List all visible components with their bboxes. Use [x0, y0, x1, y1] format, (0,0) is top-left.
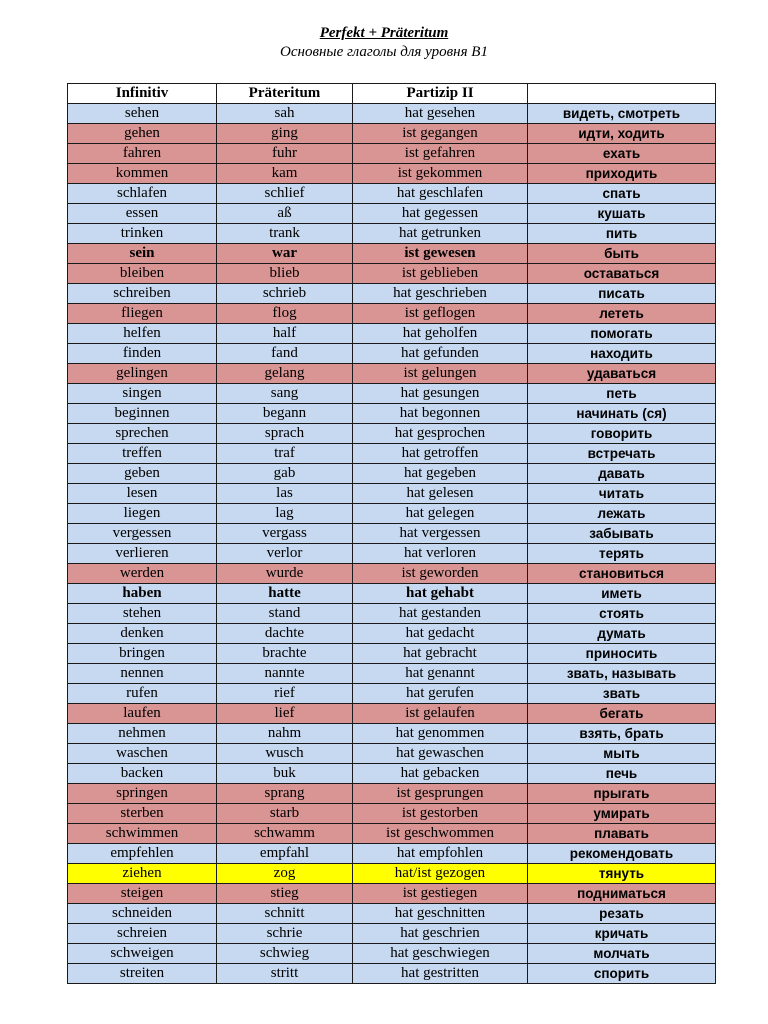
prateritum-cell: dachte — [217, 624, 353, 644]
infinitiv-cell: geben — [68, 464, 217, 484]
prateritum-cell: war — [217, 244, 353, 264]
partizip-cell: ist gesprungen — [353, 784, 528, 804]
infinitiv-cell: gelingen — [68, 364, 217, 384]
table-row — [68, 464, 716, 484]
partizip-cell: hat geschrieben — [353, 284, 528, 304]
partizip-cell: hat gesungen — [353, 384, 528, 404]
translation-cell: тянуть — [528, 864, 716, 884]
infinitiv-cell: schweigen — [68, 944, 217, 964]
prateritum-cell: begann — [217, 404, 353, 424]
partizip-cell: hat empfohlen — [353, 844, 528, 864]
partizip-cell: ist gestorben — [353, 804, 528, 824]
translation-cell: стоять — [528, 604, 716, 624]
prateritum-cell: wurde — [217, 564, 353, 584]
infinitiv-cell: laufen — [68, 704, 217, 724]
infinitiv-cell: schreien — [68, 924, 217, 944]
partizip-cell: ist geflogen — [353, 304, 528, 324]
partizip-cell: hat gehabt — [353, 584, 528, 604]
table-row — [68, 844, 716, 864]
table-row — [68, 104, 716, 124]
header-partizip: Partizip II — [353, 84, 528, 104]
table-row — [68, 764, 716, 784]
partizip-cell: ist gekommen — [353, 164, 528, 184]
partizip-cell: hat vergessen — [353, 524, 528, 544]
translation-cell: читать — [528, 484, 716, 504]
translation-cell: спорить — [528, 964, 716, 984]
partizip-cell: hat gebracht — [353, 644, 528, 664]
translation-cell: идти, ходить — [528, 124, 716, 144]
translation-cell: находить — [528, 344, 716, 364]
partizip-cell: hat gesehen — [353, 104, 528, 124]
prateritum-cell: stieg — [217, 884, 353, 904]
table-row — [68, 264, 716, 284]
partizip-cell: hat geholfen — [353, 324, 528, 344]
translation-cell: звать — [528, 684, 716, 704]
partizip-cell: hat genommen — [353, 724, 528, 744]
prateritum-cell: sang — [217, 384, 353, 404]
infinitiv-cell: finden — [68, 344, 217, 364]
translation-cell: бегать — [528, 704, 716, 724]
partizip-cell: hat geschrien — [353, 924, 528, 944]
translation-cell: лежать — [528, 504, 716, 524]
prateritum-cell: stand — [217, 604, 353, 624]
table-row — [68, 784, 716, 804]
table-row — [68, 864, 716, 884]
table-header-row — [68, 84, 716, 104]
table-body — [68, 104, 716, 984]
partizip-cell: hat gebacken — [353, 764, 528, 784]
prateritum-cell: schlief — [217, 184, 353, 204]
infinitiv-cell: schreiben — [68, 284, 217, 304]
prateritum-cell: traf — [217, 444, 353, 464]
translation-cell: мыть — [528, 744, 716, 764]
table-row — [68, 524, 716, 544]
prateritum-cell: nahm — [217, 724, 353, 744]
partizip-cell: ist gegangen — [353, 124, 528, 144]
infinitiv-cell: singen — [68, 384, 217, 404]
translation-cell: иметь — [528, 584, 716, 604]
translation-cell: плавать — [528, 824, 716, 844]
table-row — [68, 484, 716, 504]
infinitiv-cell: schlafen — [68, 184, 217, 204]
infinitiv-cell: steigen — [68, 884, 217, 904]
translation-cell: прыгать — [528, 784, 716, 804]
table-row — [68, 684, 716, 704]
translation-cell: приносить — [528, 644, 716, 664]
table-row — [68, 604, 716, 624]
page-subtitle: Основные глаголы для уровня B1 — [280, 44, 488, 60]
prateritum-cell: blieb — [217, 264, 353, 284]
table-row — [68, 544, 716, 564]
prateritum-cell: wusch — [217, 744, 353, 764]
prateritum-cell: schnitt — [217, 904, 353, 924]
partizip-cell: hat gestritten — [353, 964, 528, 984]
infinitiv-cell: nennen — [68, 664, 217, 684]
infinitiv-cell: fahren — [68, 144, 217, 164]
table-row — [68, 344, 716, 364]
prateritum-cell: nannte — [217, 664, 353, 684]
infinitiv-cell: denken — [68, 624, 217, 644]
partizip-cell: hat geschlafen — [353, 184, 528, 204]
partizip-cell: ist geblieben — [353, 264, 528, 284]
translation-cell: помогать — [528, 324, 716, 344]
table-row — [68, 244, 716, 264]
table-row — [68, 404, 716, 424]
translation-cell: звать, называть — [528, 664, 716, 684]
table-row — [68, 164, 716, 184]
table-row — [68, 184, 716, 204]
table-row — [68, 884, 716, 904]
table-row — [68, 444, 716, 464]
translation-cell: резать — [528, 904, 716, 924]
table-row — [68, 964, 716, 984]
infinitiv-cell: schneiden — [68, 904, 217, 924]
infinitiv-cell: stehen — [68, 604, 217, 624]
prateritum-cell: lag — [217, 504, 353, 524]
translation-cell: начинать (ся) — [528, 404, 716, 424]
translation-cell: забывать — [528, 524, 716, 544]
partizip-cell: ist gelaufen — [353, 704, 528, 724]
partizip-cell: hat gesprochen — [353, 424, 528, 444]
partizip-cell: ist gelungen — [353, 364, 528, 384]
table-row — [68, 804, 716, 824]
table-row — [68, 564, 716, 584]
translation-cell: кричать — [528, 924, 716, 944]
table-row — [68, 704, 716, 724]
partizip-cell: hat gestanden — [353, 604, 528, 624]
translation-cell: писать — [528, 284, 716, 304]
table-row — [68, 724, 716, 744]
partizip-cell: hat gegeben — [353, 464, 528, 484]
table-row — [68, 124, 716, 144]
prateritum-cell: schwieg — [217, 944, 353, 964]
header-prateritum: Präteritum — [217, 84, 353, 104]
table-row — [68, 224, 716, 244]
infinitiv-cell: empfehlen — [68, 844, 217, 864]
infinitiv-cell: gehen — [68, 124, 217, 144]
partizip-cell: hat gewaschen — [353, 744, 528, 764]
infinitiv-cell: haben — [68, 584, 217, 604]
table-row — [68, 364, 716, 384]
partizip-cell: hat verloren — [353, 544, 528, 564]
translation-cell: печь — [528, 764, 716, 784]
table-row — [68, 644, 716, 664]
infinitiv-cell: sterben — [68, 804, 217, 824]
infinitiv-cell: sehen — [68, 104, 217, 124]
translation-cell: говорить — [528, 424, 716, 444]
translation-cell: кушать — [528, 204, 716, 224]
table-row — [68, 824, 716, 844]
translation-cell: лететь — [528, 304, 716, 324]
partizip-cell: ist gestiegen — [353, 884, 528, 904]
prateritum-cell: buk — [217, 764, 353, 784]
infinitiv-cell: rufen — [68, 684, 217, 704]
header-translation — [528, 84, 716, 104]
prateritum-cell: hatte — [217, 584, 353, 604]
translation-cell: спать — [528, 184, 716, 204]
prateritum-cell: schrieb — [217, 284, 353, 304]
table-row — [68, 384, 716, 404]
partizip-cell: ist gefahren — [353, 144, 528, 164]
infinitiv-cell: schwimmen — [68, 824, 217, 844]
partizip-cell: hat gelesen — [353, 484, 528, 504]
translation-cell: приходить — [528, 164, 716, 184]
prateritum-cell: rief — [217, 684, 353, 704]
partizip-cell: hat gegessen — [353, 204, 528, 224]
prateritum-cell: las — [217, 484, 353, 504]
prateritum-cell: fand — [217, 344, 353, 364]
translation-cell: ехать — [528, 144, 716, 164]
translation-cell: быть — [528, 244, 716, 264]
infinitiv-cell: essen — [68, 204, 217, 224]
table-row — [68, 744, 716, 764]
prateritum-cell: ging — [217, 124, 353, 144]
header-infinitiv: Infinitiv — [68, 84, 217, 104]
infinitiv-cell: werden — [68, 564, 217, 584]
prateritum-cell: kam — [217, 164, 353, 184]
partizip-cell: hat getrunken — [353, 224, 528, 244]
infinitiv-cell: helfen — [68, 324, 217, 344]
translation-cell: удаваться — [528, 364, 716, 384]
infinitiv-cell: bleiben — [68, 264, 217, 284]
translation-cell: видеть, смотреть — [528, 104, 716, 124]
partizip-cell: hat/ist gezogen — [353, 864, 528, 884]
infinitiv-cell: fliegen — [68, 304, 217, 324]
infinitiv-cell: verlieren — [68, 544, 217, 564]
prateritum-cell: stritt — [217, 964, 353, 984]
table-row — [68, 424, 716, 444]
infinitiv-cell: sprechen — [68, 424, 217, 444]
prateritum-cell: zog — [217, 864, 353, 884]
partizip-cell: hat begonnen — [353, 404, 528, 424]
infinitiv-cell: liegen — [68, 504, 217, 524]
translation-cell: молчать — [528, 944, 716, 964]
prateritum-cell: schrie — [217, 924, 353, 944]
translation-cell: пить — [528, 224, 716, 244]
table-row — [68, 284, 716, 304]
table-row — [68, 504, 716, 524]
prateritum-cell: flog — [217, 304, 353, 324]
infinitiv-cell: sein — [68, 244, 217, 264]
infinitiv-cell: springen — [68, 784, 217, 804]
translation-cell: терять — [528, 544, 716, 564]
translation-cell: становиться — [528, 564, 716, 584]
partizip-cell: hat gerufen — [353, 684, 528, 704]
prateritum-cell: verlor — [217, 544, 353, 564]
prateritum-cell: empfahl — [217, 844, 353, 864]
translation-cell: петь — [528, 384, 716, 404]
prateritum-cell: brachte — [217, 644, 353, 664]
table-row — [68, 904, 716, 924]
table-row — [68, 304, 716, 324]
table-row — [68, 664, 716, 684]
translation-cell: оставаться — [528, 264, 716, 284]
partizip-cell: hat getroffen — [353, 444, 528, 464]
infinitiv-cell: beginnen — [68, 404, 217, 424]
verb-table — [67, 83, 716, 984]
translation-cell: умирать — [528, 804, 716, 824]
partizip-cell: ist geschwommen — [353, 824, 528, 844]
translation-cell: подниматься — [528, 884, 716, 904]
table-row — [68, 624, 716, 644]
infinitiv-cell: nehmen — [68, 724, 217, 744]
infinitiv-cell: waschen — [68, 744, 217, 764]
prateritum-cell: gelang — [217, 364, 353, 384]
partizip-cell: hat gelegen — [353, 504, 528, 524]
infinitiv-cell: vergessen — [68, 524, 217, 544]
prateritum-cell: schwamm — [217, 824, 353, 844]
table-row — [68, 144, 716, 164]
partizip-cell: hat geschnitten — [353, 904, 528, 924]
partizip-cell: hat genannt — [353, 664, 528, 684]
infinitiv-cell: trinken — [68, 224, 217, 244]
prateritum-cell: sah — [217, 104, 353, 124]
table-row — [68, 204, 716, 224]
prateritum-cell: sprach — [217, 424, 353, 444]
prateritum-cell: lief — [217, 704, 353, 724]
infinitiv-cell: streiten — [68, 964, 217, 984]
translation-cell: рекомендовать — [528, 844, 716, 864]
prateritum-cell: gab — [217, 464, 353, 484]
partizip-cell: ist gewesen — [353, 244, 528, 264]
prateritum-cell: aß — [217, 204, 353, 224]
prateritum-cell: sprang — [217, 784, 353, 804]
partizip-cell: ist geworden — [353, 564, 528, 584]
prateritum-cell: starb — [217, 804, 353, 824]
translation-cell: думать — [528, 624, 716, 644]
infinitiv-cell: kommen — [68, 164, 217, 184]
infinitiv-cell: backen — [68, 764, 217, 784]
infinitiv-cell: ziehen — [68, 864, 217, 884]
table-row — [68, 584, 716, 604]
partizip-cell: hat geschwiegen — [353, 944, 528, 964]
prateritum-cell: half — [217, 324, 353, 344]
prateritum-cell: fuhr — [217, 144, 353, 164]
infinitiv-cell: treffen — [68, 444, 217, 464]
prateritum-cell: vergass — [217, 524, 353, 544]
partizip-cell: hat gefunden — [353, 344, 528, 364]
table-row — [68, 944, 716, 964]
translation-cell: взять, брать — [528, 724, 716, 744]
page-title: Perfekt + Präteritum — [319, 25, 449, 41]
infinitiv-cell: lesen — [68, 484, 217, 504]
table-row — [68, 924, 716, 944]
translation-cell: давать — [528, 464, 716, 484]
prateritum-cell: trank — [217, 224, 353, 244]
table-row — [68, 324, 716, 344]
translation-cell: встречать — [528, 444, 716, 464]
infinitiv-cell: bringen — [68, 644, 217, 664]
partizip-cell: hat gedacht — [353, 624, 528, 644]
